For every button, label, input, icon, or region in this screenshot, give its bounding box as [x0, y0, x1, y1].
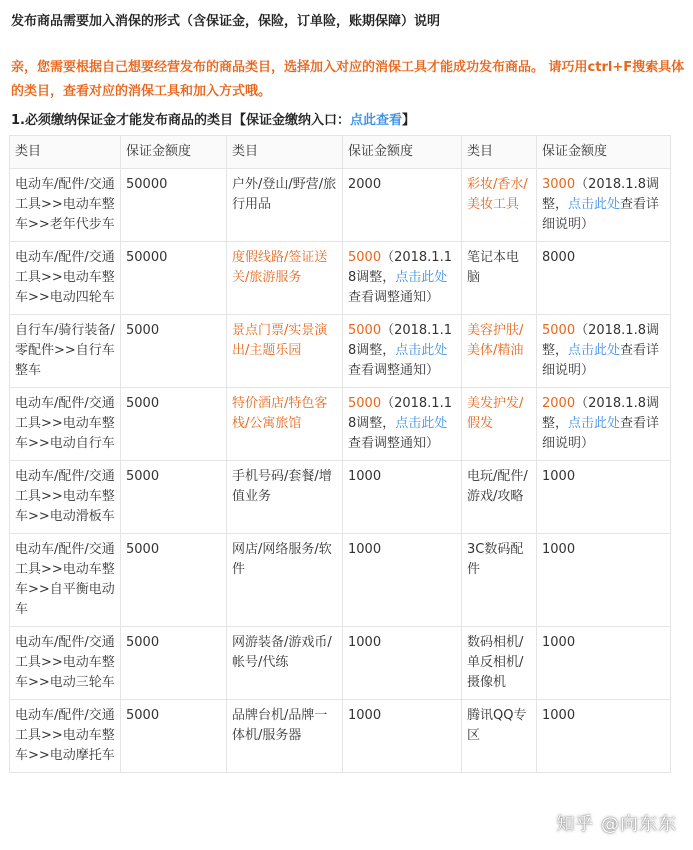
cell-text: 电动车/配件/交通工具>>电动车整车>>电动自行车 — [15, 396, 115, 451]
column-header: 类目 — [462, 136, 537, 169]
category-cell — [227, 388, 343, 461]
cell-text: 1000 — [542, 635, 576, 650]
cell-text: 网游装备/游戏币/帐号/代练 — [232, 635, 332, 670]
deposit-amount-cell — [121, 169, 227, 242]
cell-text: 5000 — [348, 250, 382, 265]
deposit-amount-cell — [537, 242, 671, 315]
click-here-link[interactable]: 点击此处 — [395, 343, 448, 358]
cell-text: （2018.1.8调整， — [542, 177, 659, 212]
table-row — [10, 242, 671, 315]
cell-text: 电动车/配件/交通工具>>电动车整车>>电动滑板车 — [15, 469, 115, 524]
cell-text: 美容护肤/美体/精油 — [467, 323, 524, 358]
column-header: 保证金额度 — [537, 136, 671, 169]
table-body — [10, 169, 671, 773]
cell-text: 度假线路/签证送关/旅游服务 — [232, 250, 328, 285]
category-cell — [10, 700, 121, 773]
cell-text: 1000 — [542, 469, 576, 484]
category-cell — [10, 388, 121, 461]
cell-text: 3C数码配件 — [467, 542, 524, 577]
deposit-amount-cell — [537, 169, 671, 242]
cell-text: 2000 — [348, 177, 382, 192]
cell-text: 5000 — [126, 469, 160, 484]
cell-text: 1000 — [348, 469, 382, 484]
deposit-amount-cell — [343, 388, 462, 461]
cell-text: 数码相机/单反相机/摄像机 — [467, 635, 524, 690]
deposit-amount-cell — [343, 700, 462, 773]
category-cell — [462, 242, 537, 315]
cell-text: 查看详细说明） — [542, 197, 660, 232]
deposit-amount-cell — [343, 627, 462, 700]
table-row — [10, 169, 671, 242]
cell-text: 8000 — [542, 250, 576, 265]
deposit-entry-link[interactable]: 点此查看 — [349, 113, 402, 128]
cell-text: 2000 — [542, 396, 576, 411]
cell-text: 手机号码/套餐/增值业务 — [232, 469, 332, 504]
cell-text: 查看调整通知） — [348, 436, 440, 451]
cell-text: 1000 — [348, 708, 382, 723]
cell-text: （2018.1.18调整， — [348, 396, 452, 431]
cell-text: 1000 — [348, 542, 382, 557]
cell-text: 电玩/配件/游戏/攻略 — [467, 469, 528, 504]
cell-text: 5000 — [126, 323, 160, 338]
cell-text: 电动车/配件/交通工具>>电动车整车>>电动四轮车 — [15, 250, 115, 305]
deposit-amount-cell — [343, 169, 462, 242]
column-header: 保证金额度 — [343, 136, 462, 169]
category-cell — [10, 315, 121, 388]
table-header-row — [10, 136, 671, 169]
cell-text: 电动车/配件/交通工具>>电动车整车>>电动三轮车 — [15, 635, 115, 690]
table-row — [10, 461, 671, 534]
category-cell — [227, 461, 343, 534]
category-cell — [462, 461, 537, 534]
cell-text: 电动车/配件/交通工具>>电动车整车>>老年代步车 — [15, 177, 115, 232]
click-here-link[interactable]: 点击此处 — [568, 197, 621, 212]
category-cell — [10, 169, 121, 242]
deposit-amount-cell — [343, 242, 462, 315]
cell-text: 品牌台机/品牌一体机/服务器 — [232, 708, 328, 743]
category-cell — [462, 534, 537, 627]
table-row — [10, 700, 671, 773]
category-cell — [227, 315, 343, 388]
deposit-amount-cell — [121, 315, 227, 388]
cell-text: 5000 — [348, 396, 382, 411]
category-cell — [10, 242, 121, 315]
cell-text: 5000 — [126, 396, 160, 411]
cell-text: 景点门票/实景演出/主题乐园 — [232, 323, 328, 358]
click-here-link[interactable]: 点击此处 — [395, 270, 448, 285]
deposit-amount-cell — [121, 242, 227, 315]
cell-text: （2018.1.18调整， — [348, 323, 452, 358]
deposit-amount-cell — [121, 461, 227, 534]
click-here-link[interactable]: 点击此处 — [395, 416, 448, 431]
section-heading — [11, 111, 415, 131]
table-row — [10, 627, 671, 700]
cell-text: 5000 — [348, 323, 382, 338]
category-cell — [10, 461, 121, 534]
cell-text: 查看详细说明） — [542, 416, 660, 451]
cell-text: （2018.1.18调整， — [348, 250, 452, 285]
page-title: 发布商品需要加入消保的形式（含保证金，保险，订单险，账期保障）说明 — [11, 14, 441, 29]
category-cell — [462, 388, 537, 461]
section-suffix: 】 — [402, 113, 416, 128]
category-cell — [462, 627, 537, 700]
section-prefix: 1.必须缴纳保证金才能发布商品的类目【保证金缴纳入口： — [11, 113, 350, 128]
cell-text: 网店/网络服务/软件 — [232, 542, 332, 577]
category-cell — [10, 627, 121, 700]
category-cell — [227, 534, 343, 627]
table-row — [10, 534, 671, 627]
cell-text: 5000 — [126, 708, 160, 723]
cell-text: （2018.1.8调整， — [542, 396, 659, 431]
cell-text: 3000 — [542, 177, 576, 192]
deposit-amount-cell — [121, 700, 227, 773]
cell-text: 腾讯QQ专区 — [467, 708, 527, 743]
cell-text: 5000 — [542, 323, 576, 338]
cell-text: 1000 — [542, 708, 576, 723]
cell-text: 5000 — [126, 635, 160, 650]
cell-text: 查看详细说明） — [542, 343, 660, 378]
deposit-amount-cell — [121, 534, 227, 627]
column-header: 类目 — [227, 136, 343, 169]
category-cell — [227, 169, 343, 242]
cell-text: 50000 — [126, 250, 168, 265]
category-cell — [227, 627, 343, 700]
cell-text: 笔记本电脑 — [467, 250, 520, 285]
cell-text: 彩妆/香水/美妆工具 — [467, 177, 528, 212]
deposit-amount-cell — [537, 388, 671, 461]
cell-text: 5000 — [126, 542, 160, 557]
cell-text: 美发护发/假发 — [467, 396, 524, 431]
deposit-amount-cell — [537, 627, 671, 700]
cell-text: 特价酒店/特色客栈/公寓旅馆 — [232, 396, 328, 431]
category-cell — [227, 242, 343, 315]
deposit-amount-cell — [343, 461, 462, 534]
click-here-link[interactable]: 点击此处 — [568, 343, 621, 358]
cell-text: 50000 — [126, 177, 168, 192]
cell-text: （2018.1.8调整， — [542, 323, 659, 358]
deposit-amount-cell — [121, 388, 227, 461]
table-row — [10, 388, 671, 461]
cell-text: 自行车/骑行装备/零配件>>自行车整车 — [15, 323, 115, 378]
deposit-amount-cell — [343, 315, 462, 388]
cell-text: 1000 — [542, 542, 576, 557]
category-cell — [227, 700, 343, 773]
table-row — [10, 315, 671, 388]
category-cell — [462, 169, 537, 242]
deposit-amount-cell — [343, 534, 462, 627]
category-cell — [462, 700, 537, 773]
category-cell — [10, 534, 121, 627]
watermark: 知乎 @向东东 — [556, 814, 677, 835]
click-here-link[interactable]: 点击此处 — [568, 416, 621, 431]
deposit-amount-cell — [537, 700, 671, 773]
deposit-amount-cell — [537, 315, 671, 388]
cell-text: 查看调整通知） — [348, 363, 440, 378]
cell-text: 电动车/配件/交通工具>>电动车整车>>自平衡电动车 — [15, 542, 115, 617]
deposit-amount-cell — [537, 461, 671, 534]
deposit-amount-cell — [121, 627, 227, 700]
deposit-table — [9, 135, 671, 773]
cell-text: 1000 — [348, 635, 382, 650]
cell-text: 查看调整通知） — [348, 290, 440, 305]
cell-text: 户外/登山/野营/旅行用品 — [232, 177, 337, 212]
notice-text: 亲，您需要根据自己想要经营发布的商品类目，选择加入对应的消保工具才能成功发布商品。 请巧用ctrl+F搜索具体的类目，查看对应的消保工具和加入方式哦。 — [11, 60, 685, 99]
cell-text: 电动车/配件/交通工具>>电动车整车>>电动摩托车 — [15, 708, 115, 763]
column-header: 保证金额度 — [121, 136, 227, 169]
deposit-amount-cell — [537, 534, 671, 627]
column-header: 类目 — [10, 136, 121, 169]
category-cell — [462, 315, 537, 388]
